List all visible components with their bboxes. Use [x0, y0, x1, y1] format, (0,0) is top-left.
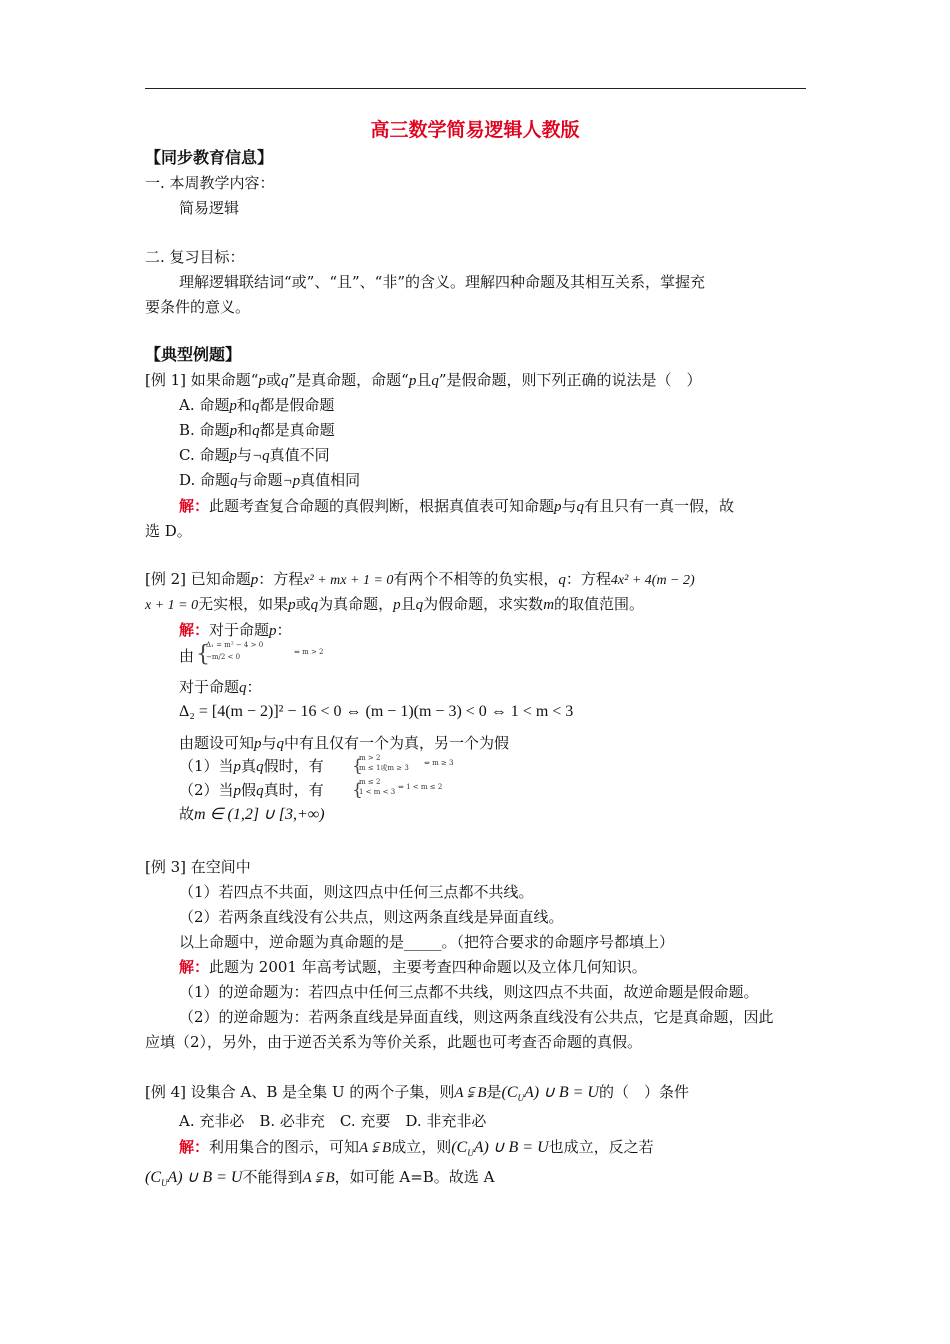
sol-text: 故 — [179, 805, 195, 823]
sol-text: 真 — [241, 757, 257, 775]
var-q: q — [310, 597, 319, 613]
set-expr: A) ∪ B = U — [524, 1084, 599, 1101]
sol-text: 也成立，反之若 — [548, 1138, 654, 1156]
var-p: p — [288, 597, 296, 613]
ex3-question: [例 3] 在空间中 — [145, 858, 251, 876]
var-p: p — [229, 423, 238, 439]
ex1-solution — [179, 496, 734, 517]
var-q: q — [276, 736, 285, 752]
opt-text: 都是真命题 — [259, 421, 335, 439]
ex1-q-a: [例 1] 如果命题“ — [145, 371, 259, 389]
case1-line2: m ≤ 1或m ≥ 3 — [359, 764, 409, 772]
sol-text: 与 — [561, 497, 577, 515]
var-q: q — [431, 373, 439, 389]
s1-heading: 一. 本周教学内容： — [145, 174, 275, 192]
sol-text: 中有且仅有一个为真，另一个为假 — [284, 734, 510, 752]
ex3-solution — [179, 957, 647, 977]
ex1-option-d — [179, 470, 360, 491]
case1-line1: m > 2 — [359, 754, 381, 762]
var-q: q — [251, 398, 260, 414]
sol-text: 此题为 2001 年高考试题，主要考查四种命题以及立体几何知识。 — [209, 958, 647, 976]
var-p: p — [554, 499, 562, 515]
ex2-question — [145, 569, 695, 591]
ex3-solution-3: （2）的逆命题为：若两条直线是异面直线，则这两条直线没有公共点，它是真命题，因此 — [179, 1008, 774, 1026]
q-text: ：方程 — [565, 570, 611, 588]
var-q: q — [230, 473, 238, 489]
sol-text: 利用集合的图示，可知 — [209, 1138, 360, 1156]
ex1-q-c: ”是真命题，命题“ — [288, 371, 409, 389]
sol-text: 假 — [241, 781, 257, 799]
sol-text: ，如可能 A=B。故选 A — [334, 1168, 495, 1186]
q-text: 的（ ）条件 — [598, 1083, 689, 1101]
var-p: p — [229, 398, 237, 414]
solution-label: 解： — [179, 958, 210, 976]
q-text: 无实根，如果 — [198, 595, 289, 613]
ex1-option-c — [179, 445, 330, 466]
s2-body-line2: 要条件的意义。 — [145, 298, 251, 316]
set-expr: (C — [501, 1084, 518, 1101]
ex2-case-1 — [179, 756, 324, 777]
sol-text: 不能得到 — [242, 1168, 303, 1186]
case2-line1: m ≤ 2 — [359, 778, 381, 786]
var-q: q — [576, 499, 585, 515]
subset-relation: A ⫋ B — [359, 1140, 392, 1156]
ex4-solution-line2 — [145, 1167, 494, 1193]
opt-text: 与命题 — [237, 471, 283, 489]
system-1-line2: −m/2 < 0 — [206, 653, 241, 661]
q-text: 的取值范围。 — [554, 595, 645, 613]
q-text: [例 2] 已知命题 — [145, 570, 251, 588]
q-text: 或 — [295, 595, 311, 613]
ex2-solution-p: 解：对于命题p： — [179, 621, 292, 639]
sol-text: （1）当 — [179, 757, 234, 775]
var-q: q — [256, 783, 264, 799]
sol-text: 由题设可知 — [179, 734, 255, 752]
q-text: ：方程 — [258, 570, 304, 588]
var-p: p — [229, 448, 237, 464]
subset-relation: A ⫋ B — [302, 1170, 335, 1186]
s2-body-line1: 理解逻辑联结词“或”、“且”、“非”的含义。理解四种命题及其相互关系，掌握充 — [179, 273, 706, 291]
sol-text: 有且只有一真一假，故 — [584, 497, 735, 515]
ex1-q-b: 或 — [265, 371, 281, 389]
sol-text: 对于命题 — [179, 678, 240, 696]
ex4-options: A. 充非必 B. 必非充 C. 充要 D. 非充非必 — [179, 1112, 487, 1130]
ex3-item-2: （2）若两条直线没有公共点，则这两条直线是异面直线。 — [179, 908, 564, 926]
var-q: q — [415, 597, 424, 613]
section-examples: 【典型例题】 — [145, 345, 242, 364]
set-expr: (C — [451, 1139, 468, 1156]
solution-label: 解： — [179, 1138, 210, 1156]
var-q: q — [252, 423, 260, 439]
ex1-q-e: ”是假命题，则下列正确的说法是（ ） — [438, 371, 702, 389]
var-q: q — [280, 373, 289, 389]
sol-text: 与 — [261, 734, 277, 752]
section-sync-info: 【同步教育信息】 — [145, 148, 274, 167]
opt-text: 与 — [236, 446, 252, 464]
set-expr: A) ∪ B = U — [167, 1169, 243, 1186]
opt-text: 和 — [237, 421, 253, 439]
var-p: p — [254, 736, 262, 752]
system-1-result: ⇔ m > 2 — [294, 648, 324, 656]
ex1-question — [145, 370, 702, 391]
sol-text: 假时，有 — [263, 757, 324, 775]
case2-result: ⇔ 1 < m ≤ 2 — [398, 783, 443, 791]
opt-text: D. 命题 — [179, 471, 231, 489]
opt-text: 真值不同 — [269, 446, 330, 464]
set-expr: (C — [145, 1169, 161, 1186]
var-p: p — [408, 373, 417, 389]
ex3-solution-2: （1）的逆命题为：若四点中任何三点都不共线，则这四点不共面，故逆命题是假命题。 — [179, 983, 759, 1001]
ex2-solution-q: 对于命题q： — [179, 678, 262, 696]
q-text: 为真命题， — [318, 595, 394, 613]
ex4-question — [145, 1082, 689, 1108]
final-range: m ∈ (1,2] ∪ [3,+∞) — [194, 806, 325, 823]
document-page: 高三数学简易逻辑人教版 【同步教育信息】 一. 本周教学内容： 简易逻辑 二. 复习目标： 理解逻辑联结词“或”、“且”、“非”的含义。理解四种命题及其相互关系，掌握充 要条件的意义。 【典型例题】 [例 1] 如果命题“p或q”是真命题，命题“p且q”是假命题，则下列正确的说法是（ ） A. 命题p和q都是假命题 B. 命题p和q都是真命题 C. 命题p与¬q真值不同 D. 命题q与命题¬p真值相同 解：此题考查复合命题的真假判断，根据真值表可知命题p与q有且只有一真一假，故 选 D。 [例 2] 已知命题p：方程x² + mx + 1 = 0有两个不相等的负实根，q：方程4x² + 4(m − 2) x + 1 = 0无实根，如果p或q为真命题，p且q为假命题，求实数m的取值范围。 解：对于命题p： 由 { Δ₁ = m² − 4 > 0 −m/2 < 0 ⇔ m > 2 对于命题q： Δ₂ = [4(m − 2)]² − 16 < 0 ⇔ (m − 1)(m − 3) < 0 ⇔ 1 < m < 3 由题设可知p与q中有且仅有一个为真，另一个为假 （1）当p真q假时，有 { m > 2 m ≤ 1或m ≥ 3 ⇔ m ≥ 3 （2）当p假q真时，有 { m ≤ 2 1 < m < 3 ⇔ 1 < m ≤ 2 故m ∈ (1,2] ∪ [3,+∞) [例 3] 在空间中 （1）若四点不共面，则这四点中任何三点都不共线。 （2）若两条直线没有公共点，则这两条直线是异面直线。 以上命题中，逆命题为真命题的是_____。（把符合要求的命题序号都填上） 解：此题为 2001 年高考试题，主要考查四种命题以及立体几何知识。 （1）的逆命题为：若四点中任何三点都不共线，则这四点不共面，故逆命题是假命题。 （2）的逆命题为：若两条直线是异面直线，则这两条直线没有公共点，它是真命题，因此 应填（2），另外，由于逆否关系为等价关系，此题也可考查否命题的真假。 [例 4] 设集合 A、B 是全集 U 的两个子集，则A ⫋ B是$(C_UA)$ ∪ B = U的（ ）条件 A. 充非必 B. 必非充 C. 充要 D. 非充非必 解：利用集合的图示，可知A ⫋ B成立，则$(C_UA)$ ∪ B = U也成立，反之若 $(C_UA)$ ∪ B = U不能得到A ⫋ B，如可能 A=B。故选 A — [0, 0, 950, 1344]
ex1-q-d: 且 — [416, 371, 432, 389]
ex2-condition — [179, 733, 509, 754]
ex2-final — [179, 804, 325, 825]
ex3-fill: 以上命题中，逆命题为真命题的是_____。（把符合要求的命题序号都填上） — [179, 933, 675, 951]
equation-1: x² + mx + 1 = 0 — [303, 573, 394, 588]
ex2-by: 由 — [179, 647, 195, 665]
opt-text: B. 命题 — [179, 421, 230, 439]
ex2-delta-line: Δ₂ = [4(m − 2)]² − 16 < 0 ⇔ (m − 1)(m − 3) < 0 ⇔ 1 < m < 3 — [179, 703, 574, 720]
ex1-option-b — [179, 420, 335, 441]
set-expr-sub: U — [467, 1148, 474, 1158]
var-not-p: ¬p — [282, 473, 301, 489]
var-p: p — [269, 623, 277, 639]
var-p: p — [250, 572, 259, 588]
var-p: p — [393, 597, 401, 613]
ex1-option-a — [179, 395, 334, 416]
header-rule — [145, 88, 806, 89]
ex3-solution-4: 应填（2），另外，由于逆否关系为等价关系，此题也可考查否命题的真假。 — [145, 1033, 643, 1051]
opt-text: 和 — [236, 396, 252, 414]
case2-line2: 1 < m < 3 — [359, 788, 396, 796]
s2-heading: 二. 复习目标： — [145, 248, 245, 266]
equation-2: 4x² + 4(m − 2) — [610, 573, 695, 588]
var-p: p — [258, 373, 266, 389]
sol-text: 真时，有 — [263, 781, 324, 799]
set-expr-sub: U — [161, 1178, 168, 1188]
ex1-solution-line2: 选 D。 — [145, 522, 192, 540]
s1-body: 简易逻辑 — [179, 199, 240, 217]
sol-text: 成立，则 — [391, 1138, 452, 1156]
opt-text: A. 命题 — [179, 396, 230, 414]
q-text: 有两个不相等的负实根， — [393, 570, 559, 588]
var-not-q: ¬q — [252, 448, 270, 464]
solution-label: 解： — [179, 497, 210, 515]
var-m: m — [543, 597, 555, 613]
var-q: q — [558, 572, 566, 588]
set-expr-sub: U — [517, 1093, 525, 1103]
opt-text: 真值相同 — [300, 471, 361, 489]
sol-text: （2）当 — [179, 781, 234, 799]
subset-relation: A ⫋ B — [454, 1085, 487, 1101]
ex2-question-line2 — [145, 594, 644, 616]
ex2-case-2 — [179, 780, 324, 801]
sol-text: 对于命题 — [209, 621, 270, 639]
var-p: p — [233, 783, 242, 799]
ex4-solution — [179, 1137, 654, 1163]
opt-text: 都是假命题 — [259, 396, 335, 414]
equation-2-end: x + 1 = 0 — [145, 598, 199, 613]
sol-text: 此题考查复合命题的真假判断，根据真值表可知命题 — [209, 497, 555, 515]
case1-result: ⇔ m ≥ 3 — [424, 759, 454, 767]
var-q: q — [256, 759, 264, 775]
solution-label: 解： — [179, 621, 210, 639]
var-q: q — [239, 680, 247, 696]
q-text: [例 4] 设集合 A、B 是全集 U 的两个子集，则 — [145, 1083, 455, 1101]
system-1-line1: Δ₁ = m² − 4 > 0 — [206, 641, 264, 649]
q-text: 且 — [400, 595, 416, 613]
opt-text: C. 命题 — [179, 446, 230, 464]
q-text: 是 — [486, 1083, 502, 1101]
ex3-item-1: （1）若四点不共面，则这四点中任何三点都不共线。 — [179, 883, 534, 901]
set-expr: A) ∪ B = U — [473, 1139, 549, 1156]
doc-title: 高三数学简易逻辑人教版 — [370, 119, 580, 141]
var-p: p — [233, 759, 242, 775]
q-text: 为假命题，求实数 — [423, 595, 544, 613]
